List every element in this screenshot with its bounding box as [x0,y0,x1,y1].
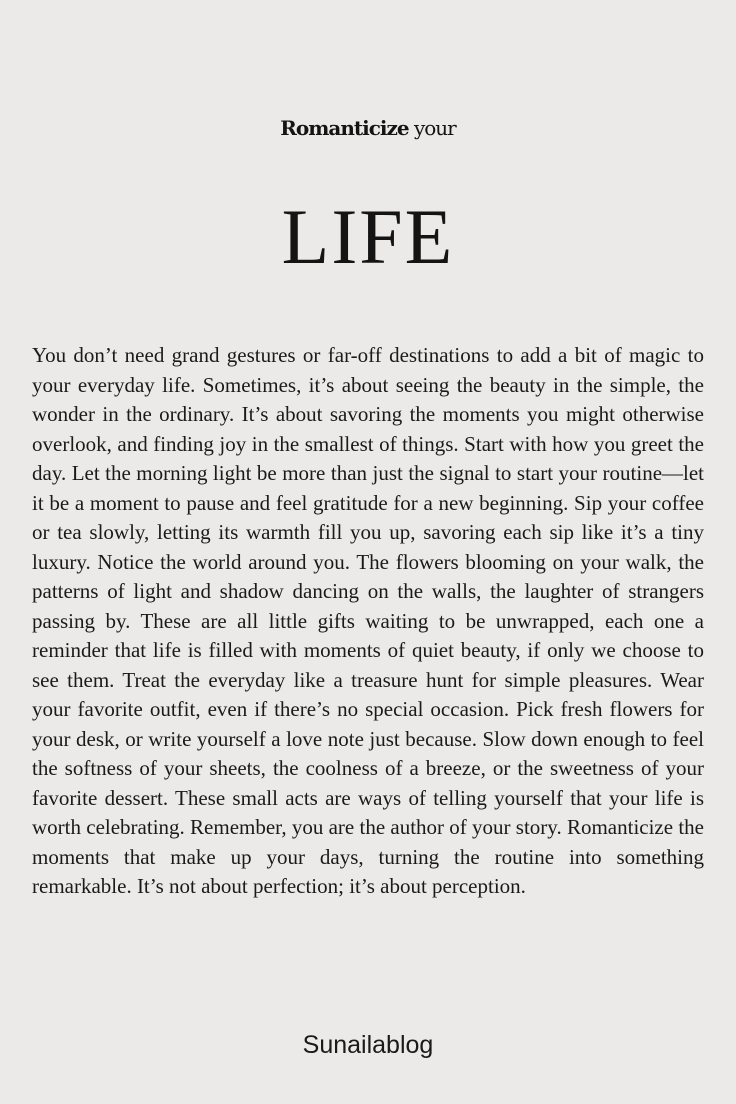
title-line-1 [0,78,736,178]
title-word-romanticize: Romanticize [280,116,409,140]
title-word-your: your [413,116,456,140]
footer-brand: Sunailablog [302,1031,434,1059]
body-paragraph: You don’t need grand gestures or far-off destinations to add a bit of magic to your everyday life. Sometimes, it’s about seeing the beauty in the simple, the wonder in the ordinary. It’s about savoring the moments you might otherwise overlook, and finding joy in the smallest of things. Start with how you greet the day. Let the morning light be more than just the signal to start your routine—let it be a moment to pause and feel gratitude for a new beginning. Sip your coffee or tea slowly, letting its warmth fill you up, savoring each sip like it’s a tiny luxury. Notice the world around you. The flowers blooming on your walk, the patterns of light and shadow dancing on the walls, the laughter of strangers passing by. These are all little gifts waiting to be unwrapped, each one a reminder that life is filled with moments of quiet beauty, if only we choose to see them. Treat the everyday like a treasure hunt for simple pleasures. Wear your favorite outfit, even if there’s no special occasion. Pick fresh flowers for your desk, or write yourself a love note just because. Slow down enough to feel the softness of your sheets, the coolness of a breeze, or the sweetness of your favorite dessert. These small acts are ways of telling yourself that your life is worth celebrating. Remember, you are the author of your story. Romanticize the moments that make up your days, turning the routine into something remarkable. It’s not about perfection; it’s about perception. [32,343,704,898]
title-word-life: LIFE [281,193,455,280]
